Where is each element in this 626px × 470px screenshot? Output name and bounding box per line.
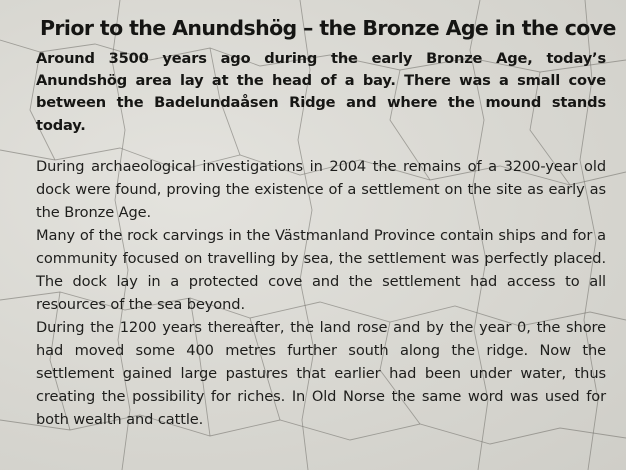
body-paragraph: During the 1200 years thereafter, the land rose and by the year 0, the shore had moved some 400 metres further south along the ridge. Now the settlement gained large pastures that earlier had been under water, thus creating the possibility for riches. In Old Norse the same word was used for both wealth and cattle. — [36, 318, 606, 428]
sign-title: Prior to the Anundshög – the Bronze Age in the cove — [40, 16, 616, 40]
sign-content — [36, 16, 616, 431]
body-paragraph: Many of the rock carvings in the Västmanland Province contain ships and for a community focused on travelling by sea, the settlement was perfectly placed. The dock lay in a protected cove and the settlement had access to all resources of the sea beyond. — [36, 226, 606, 313]
sign-body — [36, 155, 606, 431]
body-paragraph: During archaeological investigations in 2004 the remains of a 3200-year old dock were found, proving the existence of a settlement on the site as early as the Bronze Age. — [36, 157, 606, 221]
sign-intro: Around 3500 years ago during the early Bronze Age, today’s Anundshög area lay at the head of a bay. There was a small cove between the Badelundaåsen Ridge and where the mound stands today. — [36, 50, 606, 134]
